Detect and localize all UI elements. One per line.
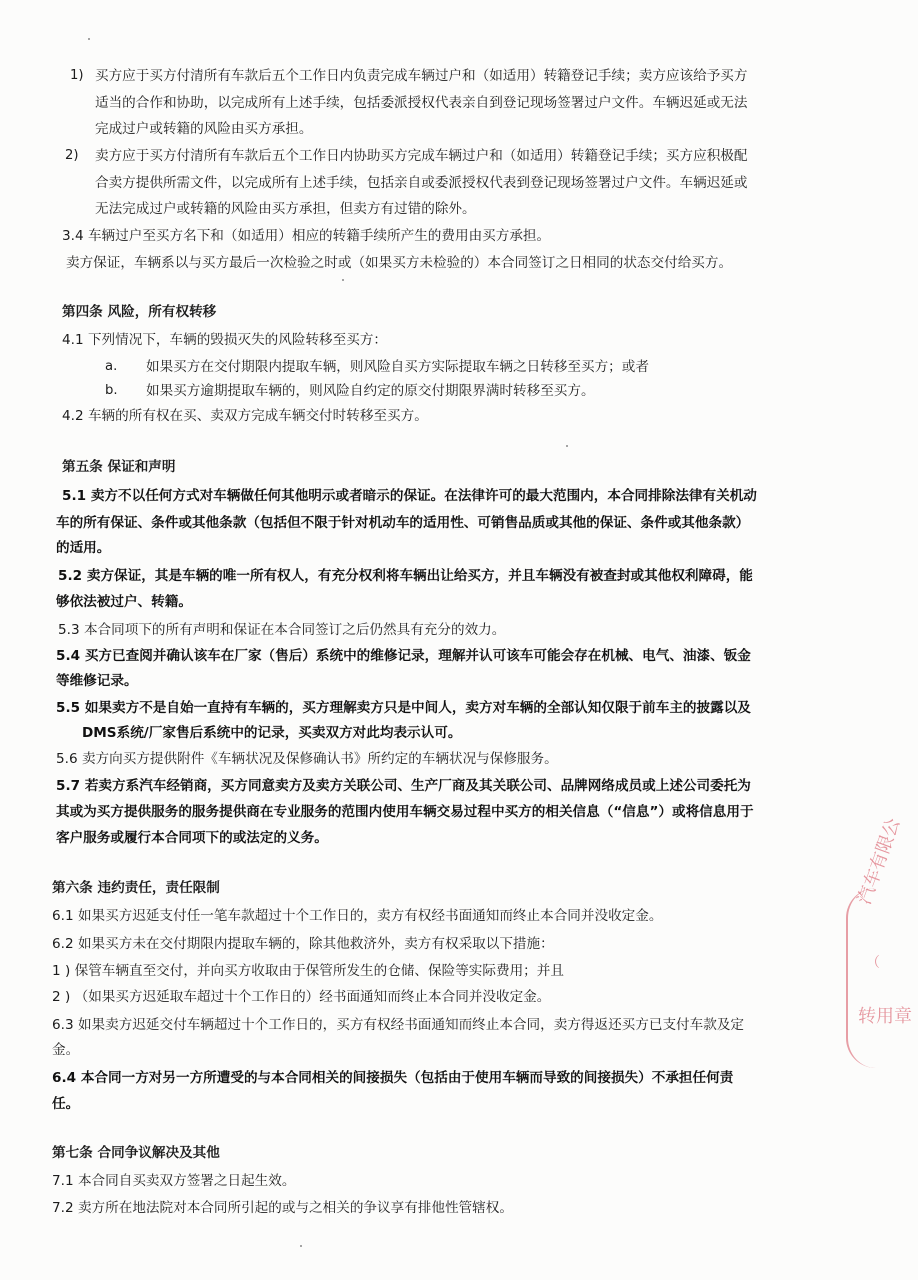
list-marker: a.	[105, 359, 118, 374]
clause-7-1: 7.1 本合同自买卖双方签署之日起生效。	[52, 1173, 296, 1189]
clause-5-7: 5.7 若卖方系汽车经销商，买方同意卖方及卖方关联公司、生产厂商及其关联公司、品牌网络成员或上述公司委托为	[56, 778, 751, 794]
seal-text: 转用章	[858, 1006, 912, 1027]
seal-text: 汽车有限公	[854, 815, 905, 908]
clause-6-4: 6.4 本合同一方对另一方所遭受的与本合同相关的间接损失（包括由于使用车辆而导致的间接损失）不承担任何责	[52, 1070, 734, 1086]
item-number: 1)	[70, 68, 84, 83]
paragraph-line: 完成过户或转籍的风险由买方承担。	[95, 121, 313, 137]
clause-4-1-a: 如果买方在交付期限内提取车辆，则风险自买方实际提取车辆之日转移至买方；或者	[146, 359, 649, 375]
scan-speck	[300, 1245, 302, 1247]
clause-6-2-measure-1: 1 ) 保管车辆直至交付，并向买方收取由于保管所发生的仓储、保险等实际费用；并且	[52, 963, 564, 979]
clause-5-6: 5.6 卖方向买方提供附件《车辆状况及保修确认书》所约定的车辆状况与保修服务。	[56, 751, 558, 767]
paragraph-line: 无法完成过户或转籍的风险由买方承担，但卖方有过错的除外。	[95, 201, 476, 217]
clause-5-7: 客户服务或履行本合同项下的或法定的义务。	[56, 830, 328, 846]
clause-5-7: 其或为买方提供服务的服务提供商在专业服务的范围内使用车辆交易过程中买方的相关信息（“信息”）或将信息用于	[56, 804, 754, 820]
scan-speck	[566, 445, 568, 447]
clause-6-2: 6.2 如果买方未在交付期限内提取车辆的，除其他救济外，卖方有权采取以下措施：	[52, 936, 554, 952]
paragraph-line: 买方应于买方付清所有车款后五个工作日内负责完成车辆过户和（如适用）转籍登记手续；卖方应该给予买方	[95, 68, 748, 84]
clause-6-4: 任。	[52, 1096, 80, 1112]
clause-6-1: 6.1 如果买方迟延支付任一笔车款超过十个工作日的，卖方有权经书面通知而终止本合同并没收定金。	[52, 908, 663, 924]
clause-3-4: 3.4 车辆过户至买方名下和（如适用）相应的转籍手续所产生的费用由买方承担。	[62, 228, 551, 244]
clause-5-2: 够依法被过户、转籍。	[56, 594, 192, 610]
clause-5-5: DMS系统/厂家售后系统中的记录，买卖双方对此均表示认可。	[82, 725, 462, 741]
clause-4-heading: 第四条 风险，所有权转移	[62, 304, 217, 320]
clause-5-4: 5.4 买方已查阅并确认该车在厂家（售后）系统中的维修记录，理解并认可该车可能会存在机械、电气、油漆、钣金	[56, 648, 751, 664]
scan-speck	[88, 38, 90, 40]
clause-5-1: 的适用。	[56, 540, 111, 556]
seller-guarantee: 卖方保证，车辆系以与买方最后一次检验之时或（如果买方未检验的）本合同签订之日相同的状态交付给买方。	[66, 255, 733, 271]
clause-7-2: 7.2 卖方所在地法院对本合同所引起的或与之相关的争议享有排他性管辖权。	[52, 1200, 513, 1216]
clause-4-2: 4.2 车辆的所有权在买、卖双方完成车辆交付时转移至买方。	[62, 408, 428, 424]
company-seal-stamp	[846, 815, 918, 1068]
clause-6-3: 金。	[52, 1042, 80, 1058]
clause-5-1: 5.1 卖方不以任何方式对车辆做任何其他明示或者暗示的保证。在法律许可的最大范围内，本合同排除法律有关机动	[62, 488, 757, 504]
clause-4-1: 4.1 下列情况下，车辆的毁损灭失的风险转移至买方：	[62, 332, 388, 348]
paragraph-line: 适当的合作和协助，以完成所有上述手续，包括委派授权代表亲自到登记现场签署过户文件。车辆迟延或无法	[95, 95, 748, 111]
clause-6-heading: 第六条 违约责任，责任限制	[52, 880, 220, 896]
clause-5-heading: 第五条 保证和声明	[62, 459, 176, 475]
clause-6-2-measure-2: 2 ) （如果买方迟延取车超过十个工作日的）经书面通知而终止本合同并没收定金。	[52, 989, 551, 1005]
item-number: 2)	[65, 148, 79, 163]
clause-5-2: 5.2 卖方保证，其是车辆的唯一所有权人，有充分权利将车辆出让给买方，并且车辆没有被查封或其他权利障碍，能	[58, 568, 753, 584]
list-marker: b.	[105, 383, 118, 398]
scan-speck	[342, 279, 344, 281]
clause-5-1: 车的所有保证、条件或其他条款（包括但不限于针对机动车的适用性、可销售品质或其他的保证、条件或其他条款）	[56, 515, 750, 531]
paragraph-line: 卖方应于买方付清所有车款后五个工作日内协助买方完成车辆过户和（如适用）转籍登记手续；买方应积极配	[95, 148, 748, 164]
clause-6-3: 6.3 如果卖方迟延交付车辆超过十个工作日的，买方有权经书面通知而终止本合同，卖方得返还买方已支付车款及定	[52, 1017, 745, 1033]
clause-4-1-b: 如果买方逾期提取车辆的，则风险自约定的原交付期限界满时转移至买方。	[146, 383, 595, 399]
clause-5-4: 等维修记录。	[56, 673, 138, 689]
clause-5-3: 5.3 本合同项下的所有声明和保证在本合同签订之后仍然具有充分的效力。	[58, 622, 506, 638]
clause-7-heading: 第七条 合同争议解决及其他	[52, 1145, 220, 1161]
clause-5-5: 5.5 如果卖方不是自始一直持有车辆的，买方理解卖方只是中间人，卖方对车辆的全部认知仅限于前车主的披露以及	[56, 700, 751, 716]
paragraph-line: 合卖方提供所需文件，以完成所有上述手续，包括亲自或委派授权代表到登记现场签署过户文件。车辆迟延或	[95, 175, 748, 191]
seal-text: （	[866, 955, 880, 971]
